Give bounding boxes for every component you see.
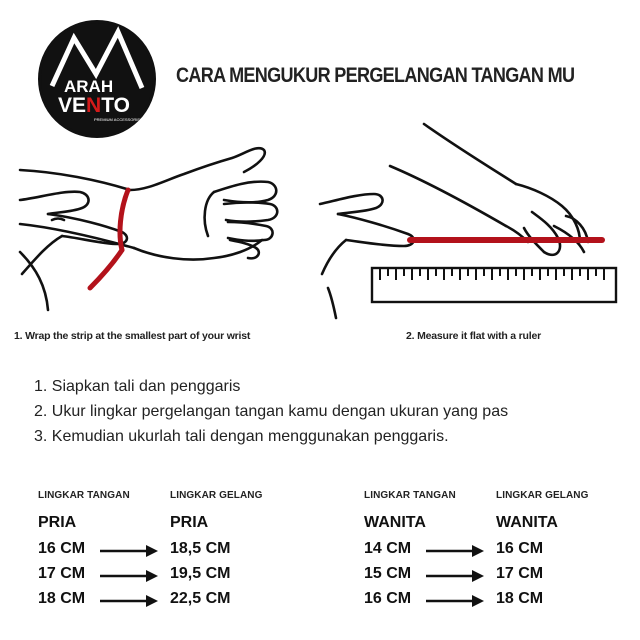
gender-label-hand: WANITA: [364, 514, 426, 531]
hand-size: 17 CM: [38, 565, 86, 582]
size-row: [38, 565, 318, 587]
logo-to: TO: [101, 94, 130, 117]
hand-size: 18 CM: [38, 590, 86, 607]
hand-size: 16 CM: [364, 590, 412, 607]
hand-size: 16 CM: [38, 540, 86, 557]
page-title: CARA MENGUKUR PERGELANGAN TANGAN MU: [176, 64, 575, 87]
logo-ve: VE: [58, 94, 87, 117]
column-header-bracelet: LINGKAR GELANG: [496, 490, 589, 501]
arrow-right-icon: [100, 595, 158, 607]
size-table-wanita: [364, 490, 640, 620]
hand-size: 15 CM: [364, 565, 412, 582]
size-row: [38, 540, 318, 562]
wrap-wrist-illustration: [18, 140, 308, 320]
bracelet-size: 18 CM: [496, 590, 544, 607]
arrow-right-icon: [426, 570, 484, 582]
bracelet-size: 16 CM: [496, 540, 544, 557]
logo-tagline: PREMIUM ACCESSORIES: [94, 117, 143, 122]
logo-n: N: [86, 94, 102, 117]
instruction-item: 1. Siapkan tali dan penggaris: [34, 378, 241, 395]
gender-label-hand: PRIA: [38, 514, 77, 531]
arrow-right-icon: [426, 545, 484, 557]
bracelet-size: 22,5 CM: [170, 590, 231, 607]
size-row: [364, 540, 640, 562]
hand-size: 14 CM: [364, 540, 412, 557]
size-row: [38, 590, 318, 612]
column-header-hand: LINGKAR TANGAN: [38, 490, 130, 501]
arah-vento-logo: [34, 16, 160, 142]
column-header-hand: LINGKAR TANGAN: [364, 490, 456, 501]
instruction-item: 3. Kemudian ukurlah tali dengan menggunakan penggaris.: [34, 428, 449, 445]
arrow-right-icon: [100, 570, 158, 582]
gender-label-bracelet: WANITA: [496, 514, 558, 531]
gender-label-bracelet: PRIA: [170, 514, 209, 531]
caption-wrap-step: 1. Wrap the strip at the smallest part of your wrist: [14, 330, 251, 342]
svg-text:VENTO: [58, 94, 130, 117]
bracelet-size: 19,5 CM: [170, 565, 231, 582]
caption-ruler-step: 2. Measure it flat with a ruler: [406, 330, 542, 342]
ruler: [372, 268, 616, 302]
ruler-measure-illustration: [318, 118, 622, 320]
instruction-item: 2. Ukur lingkar pergelangan tangan kamu dengan ukuran yang pas: [34, 403, 509, 420]
bracelet-size: 17 CM: [496, 565, 544, 582]
size-row: [364, 565, 640, 587]
arrow-right-icon: [100, 545, 158, 557]
size-row: [364, 590, 640, 612]
size-table-pria: [38, 490, 318, 620]
logo-line1: ARAH: [64, 77, 114, 96]
arrow-right-icon: [426, 595, 484, 607]
bracelet-size: 18,5 CM: [170, 540, 231, 557]
column-header-bracelet: LINGKAR GELANG: [170, 490, 263, 501]
instruction-list: [34, 374, 508, 449]
